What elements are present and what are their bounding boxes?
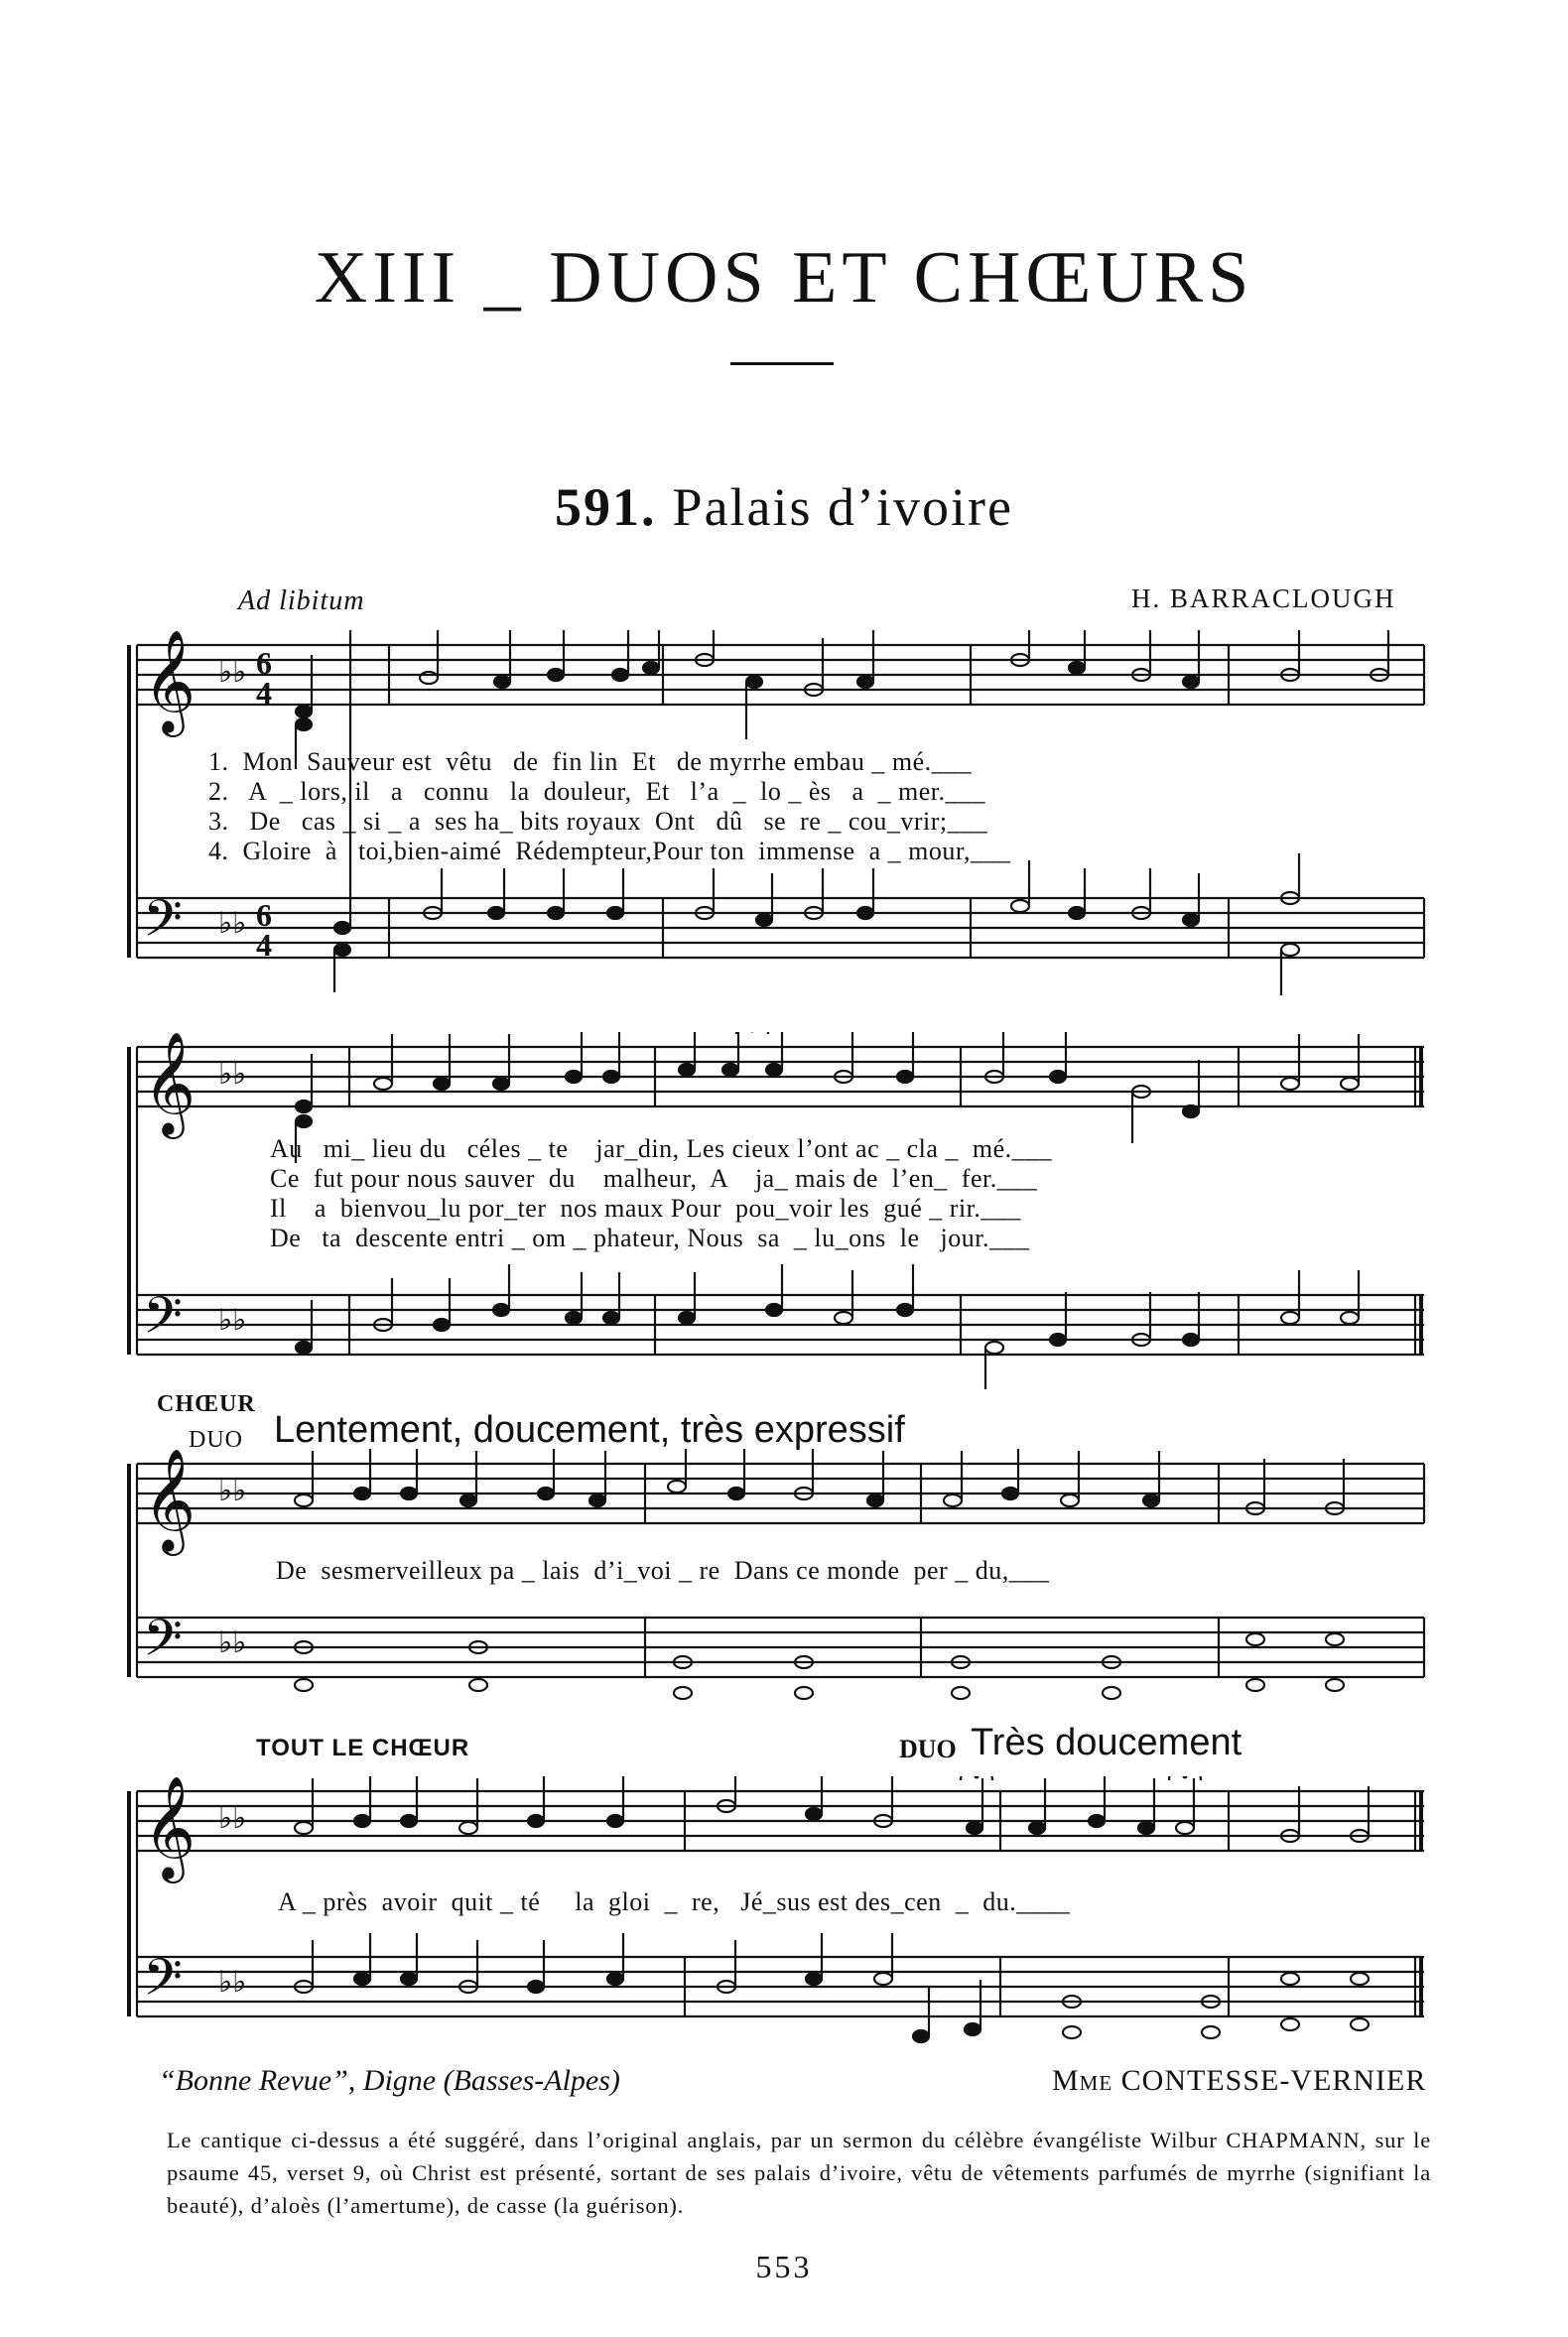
tempo-marking-3: Très doucement	[971, 1722, 1242, 1763]
verse-line-2a: 2. A _ lors, il a connu la douleur, Et l’a _ lo _ ès a _ mer.___	[208, 777, 986, 806]
svg-text:6: 6	[256, 645, 272, 681]
tout-le-choeur-label: TOUT LE CHŒUR	[256, 1735, 470, 1761]
duo-label-2: DUO	[899, 1735, 957, 1763]
verse-line-3b: Il a bienvou_lu por_ter nos maux Pour pou_voir les gué _ rir.___	[270, 1194, 1021, 1223]
svg-text:𝄞: 𝄞	[143, 1032, 196, 1135]
page-number: 553	[755, 2249, 813, 2284]
refrain-lyric-2: A _ près avoir quit _ té la gloi _ re, Jé_sus est des_cen _ du.____	[278, 1887, 1071, 1916]
svg-text:♭♭: ♭♭	[218, 1058, 247, 1091]
svg-text:♭♭: ♭♭	[218, 1802, 247, 1835]
svg-text:𝄞: 𝄞	[143, 1449, 196, 1552]
svg-text:𝄢: 𝄢	[143, 1608, 183, 1680]
footnote: Le cantique ci-dessus a été suggéré, dans l’original anglais, par un sermon du célèbre évangéliste Wilbur CHAPMANN, sur le psaume 45, verset 9, où Christ est présenté, sortant de ses palais d’ivoire, vêtu de vêtements parfumés de myrrhe (signifiant la beauté), d’aloès (l’amertume), de casse (la guérison).	[167, 2128, 1431, 2218]
score-system-1	[119, 630, 1439, 1007]
svg-text:6: 6	[256, 897, 272, 933]
svg-text:𝄞: 𝄞	[143, 1776, 196, 1880]
svg-text:♭♭: ♭♭	[218, 656, 247, 689]
arranger-credit: Mme CONTESSE-VERNIER	[1052, 2064, 1427, 2097]
svg-text:𝄢: 𝄢	[143, 888, 183, 961]
svg-text:♭♭: ♭♭	[218, 1966, 247, 1999]
svg-text:♭♭: ♭♭	[218, 1626, 247, 1659]
choeur-label: CHŒUR	[157, 1391, 256, 1417]
verse-line-3a: 3. De cas _ si _ a ses ha_ bits royaux Ont dû se re _ cou_vrir;___	[208, 807, 988, 836]
verse-line-4b: De ta descente entri _ om _ phateur, Nous sa _ lu_ons le jour.___	[270, 1224, 1030, 1252]
tempo-marking-refrain: Lentement, doucement, très expressif	[274, 1409, 905, 1451]
svg-text:♭♭: ♭♭	[218, 1304, 247, 1337]
svg-text:♭♭: ♭♭	[218, 907, 247, 940]
source-credit: “Bonne Revue”, Digne (Basses-Alpes)	[159, 2064, 620, 2097]
refrain-lyric-1: De sesmerveilleux pa _ lais d’i_voi _ re Dans ce monde per _ du,___	[276, 1556, 1050, 1585]
title-rule	[730, 362, 834, 365]
duo-label: DUO	[189, 1427, 243, 1453]
score-system-2	[119, 1032, 1439, 1389]
svg-text:4: 4	[256, 675, 272, 711]
hymn-name: Palais d’ivoire	[672, 477, 1013, 537]
score-system-4	[119, 1776, 1439, 2054]
svg-text:𝄞: 𝄞	[143, 630, 196, 733]
verse-line-1b: Au mi_ lieu du céles _ te jar_din, Les cieux l’ont ac _ cla _ mé.___	[270, 1134, 1053, 1163]
svg-text:𝄢: 𝄢	[143, 1285, 183, 1358]
svg-text:𝄢: 𝄢	[143, 1947, 183, 2019]
verse-line-4a: 4. Gloire à toi,bien-aimé Rédempteur,Pour ton immense a _ mour,___	[208, 837, 1011, 865]
tempo-marking: Ad libitum	[238, 585, 365, 616]
svg-text:♭♭: ♭♭	[218, 1475, 247, 1507]
score-system-3	[119, 1449, 1439, 1707]
verse-line-2b: Ce fut pour nous sauver du malheur, A ja_ mais de l’en_ fer.___	[270, 1164, 1038, 1193]
svg-text:4: 4	[256, 927, 272, 963]
verse-line-1a: 1. Mon Sauveur est vêtu de fin lin Et de myrrhe embau _ mé.___	[208, 747, 973, 776]
section-title: XIII _ DUOS ET CHŒURS	[314, 237, 1254, 319]
hymn-title	[0, 476, 1568, 538]
composer: H. BARRACLOUGH	[1131, 584, 1396, 613]
hymn-number: 591.	[555, 477, 657, 537]
